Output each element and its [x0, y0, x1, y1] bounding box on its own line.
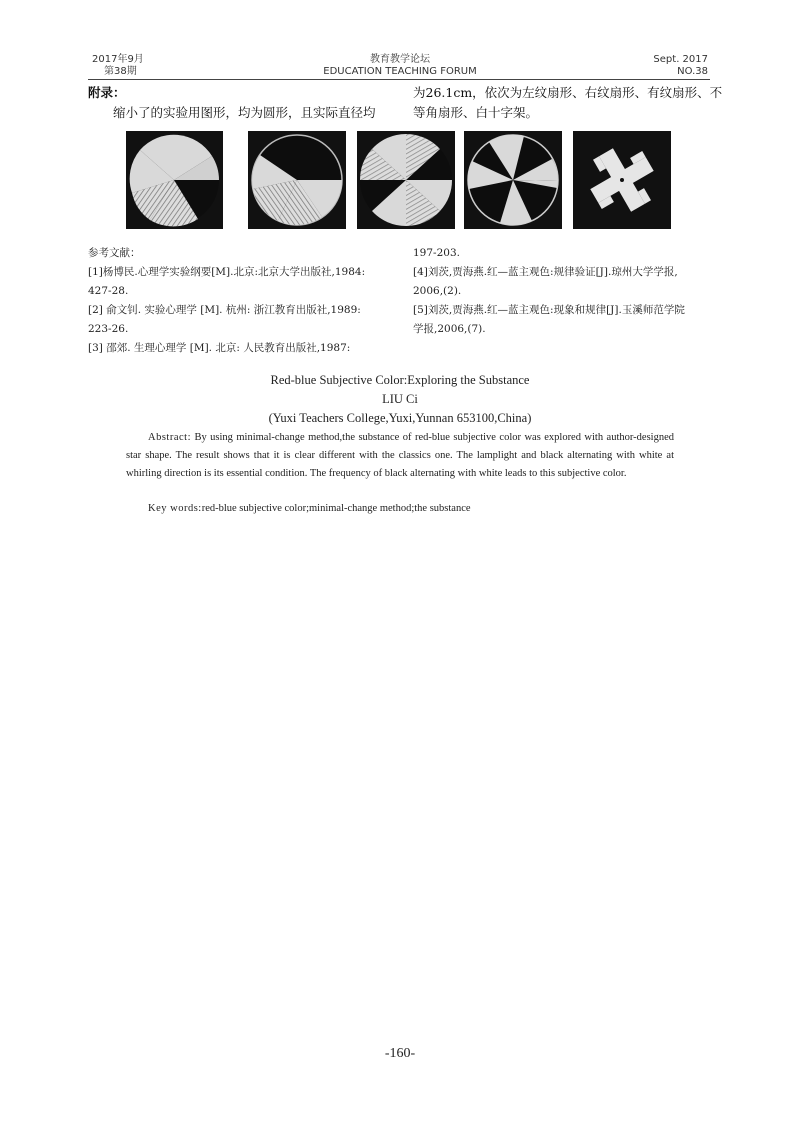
appendix-text-right-1: 为26.1cm，依次为左纹扇形、右纹扇形、有纹扇形、不 [413, 85, 723, 100]
header-journal-en: EDUCATION TEACHING FORUM [323, 66, 477, 77]
reference-left-line: [1]杨博民.心理学实验纲要[M].北京:北京大学出版社,1984: [88, 266, 366, 278]
references-heading: 参考文献： [88, 247, 141, 259]
appendix-heading: 附录： [88, 85, 126, 100]
header-rule [88, 79, 710, 80]
reference-left-line: 223-26. [88, 323, 129, 335]
english-title: Red-blue Subjective Color:Exploring the Substance [270, 373, 530, 387]
figure-left-striped-sector [126, 131, 223, 229]
header-journal-cn: 教育教学论坛 [370, 54, 430, 65]
figure-right-striped-sector [248, 131, 346, 229]
reference-left-line: 427-28. [88, 285, 129, 297]
reference-right-line: [4]刘茨,贾海燕.红—蓝主观色:规律验证[J].琼州大学学报, [413, 266, 678, 278]
figure-white-cross [573, 131, 671, 229]
figure-striped-sector [357, 131, 455, 229]
english-author: LIU Ci [382, 392, 418, 406]
abstract-paragraph [126, 429, 674, 483]
keywords-label: Key words: [148, 503, 202, 514]
page-number: -160- [384, 1046, 416, 1061]
reference-right-line: 2006,(2). [413, 285, 462, 297]
keywords-paragraph [148, 500, 688, 518]
abstract-text: By using minimal-change method,the substance of red-blue subjective color was explored with author-designed star shape. The result shows that it is clear different with the classics one. The lamplight and black alternating with white at whirling direction is its essential condition. The frequency of black alternating with white leads to this subjective color. [126, 432, 674, 479]
keywords-text: red-blue subjective color;minimal-change method;the substance [201, 503, 471, 514]
appendix-text-right-2: 等角扇形、白十字架。 [413, 105, 539, 120]
appendix-text-left: 缩小了的实验用图形，均为圆形，且实际直径均 [113, 105, 376, 120]
reference-left-line: [2] 俞文钊. 实验心理学 [M]. 杭州: 浙江教育出版社,1989: [88, 304, 361, 316]
reference-right-line: 学报,2006,(7). [413, 323, 486, 335]
reference-right-line: [5]刘茨,贾海燕.红—蓝主观色:现象和规律[J].玉溪师范学院 [413, 304, 685, 316]
reference-left-line: [3] 邵郊. 生理心理学 [M]. 北京: 人民教育出版社,1987: [88, 342, 351, 354]
abstract-label: Abstract: [148, 432, 191, 443]
english-affiliation: (Yuxi Teachers College,Yuxi,Yunnan 653100,China) [268, 411, 532, 425]
header-issue-en: NO.38 [677, 66, 708, 77]
reference-right-line: 197-203. [413, 247, 460, 259]
header-issue: 第38期 [104, 66, 137, 77]
header-date: 2017年9月 [92, 54, 144, 65]
figure-unequal-angle-sector [464, 131, 562, 229]
header-date-en: Sept. 2017 [653, 54, 708, 65]
